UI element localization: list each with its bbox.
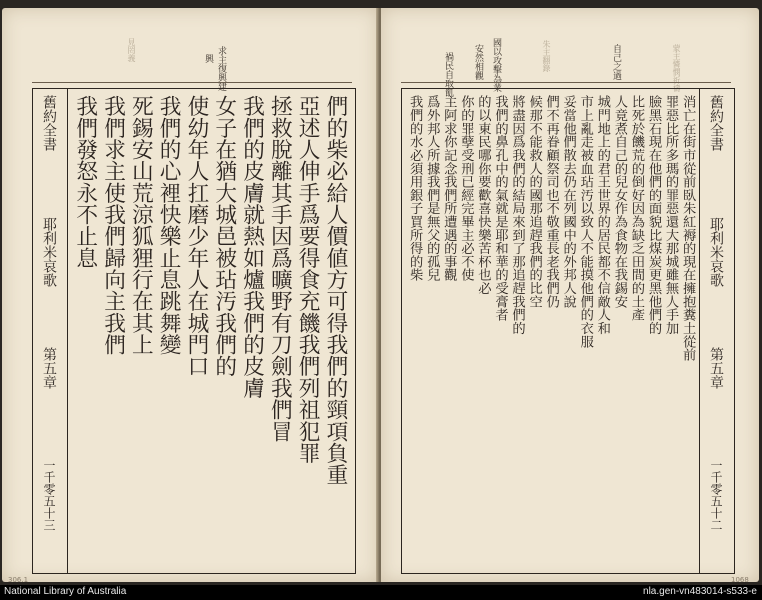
left-page-mark: 306.1	[8, 576, 29, 584]
left-body-column: 亞述人伸手爲要得食充饑我們列祖犯罪	[295, 95, 321, 464]
right-header-note-1: 自己之過	[611, 44, 621, 80]
right-page-mark: 1068	[731, 576, 749, 584]
right-ghost-note-1: 朱主翻錄	[542, 40, 551, 72]
footer-bar	[0, 585, 762, 600]
right-body-column: 消亡在街市從前臥朱紅褥的現在擁抱糞土從前	[680, 95, 696, 362]
left-banner-page: 一千零五十三	[42, 459, 56, 531]
left-header-note-2: 興	[203, 54, 213, 63]
right-text-frame	[401, 88, 735, 574]
right-banner-page: 一千零五十二	[709, 459, 723, 531]
left-page	[2, 8, 378, 582]
footer-library-name: National Library of Australia	[4, 586, 127, 597]
left-body-text	[71, 93, 349, 567]
right-body-column: 的以東民哪你要歡喜快樂苦杯也必	[475, 95, 491, 295]
right-body-column: 城門地上的君王世界的居民都不信敵人和	[594, 95, 610, 335]
right-banner	[699, 89, 734, 573]
left-body-column: 我們的心裡快樂止息跳舞變	[156, 95, 182, 356]
right-banner-book: 舊約全書	[708, 95, 724, 151]
right-body-column: 你的罪孽受刑已經完畢主必不使	[458, 95, 474, 282]
right-page	[381, 8, 759, 582]
right-body-column: 將盡因爲我們的結局來到了那追趕我們的	[509, 95, 525, 335]
right-body-text	[406, 93, 696, 567]
left-body-column: 我們求主使我們歸向主我們	[100, 95, 126, 356]
right-body-column: 們不再眷顧祭司也不敬重長老我們仍	[543, 95, 559, 308]
right-body-column: 候那不能救人的國那追趕我們的比空	[526, 95, 542, 308]
right-body-column: 比死於饑荒的倒好因為缺乏田間的土產	[628, 95, 644, 322]
right-body-column: 我們的水必須用銀子買所得的柴	[407, 95, 423, 282]
right-ghost-note-2: 蒙主憐憫祈禱	[672, 44, 681, 92]
left-body-column: 女子在猶大城邑被玷汚我們的	[211, 95, 237, 377]
left-banner-book: 舊約全書	[41, 95, 57, 151]
right-body-column: 臉黑石現在他們的面貌比煤炭更黑他們的	[646, 95, 661, 335]
right-body-column: 罪惡比所多瑪的罪惡還大那城雖無人手加	[663, 95, 679, 335]
left-header-note-1: 求主復興建	[216, 46, 226, 91]
left-body-column: 我們發怒永不止息	[72, 95, 98, 269]
footer-identifier: nla.gen-vn483014-s533-e	[643, 586, 757, 597]
left-banner-chapter: 第五章	[41, 347, 57, 389]
right-header-note-4: 禍民自取飢	[443, 52, 453, 97]
right-body-column: 人竟煮自己的兒女作為食物在我錫安	[611, 95, 627, 308]
left-banner-chapter-book: 耶利米哀歌	[41, 217, 57, 287]
left-body-column: 拯救脫離其手因爲曠野有刀劍我們冒	[267, 95, 293, 442]
right-body-column: 市上亂走被血玷汚以致人不能摸他們的衣服	[577, 95, 593, 348]
left-body-column: 使幼年人扛磨少年人在城門口	[183, 95, 209, 377]
right-body-column: 妥當他們散去仍在列國中的外邦人說	[560, 95, 576, 308]
right-banner-chapter: 第五章	[708, 347, 724, 389]
left-body-column: 們的柴必給人價値方可得我們的頸項負重	[322, 95, 348, 486]
right-body-column: 我們的鼻孔中的氣就是耶和華的受膏者	[492, 95, 508, 322]
right-body-column: 主阿求你記念我們所遭遇的事觀	[441, 95, 457, 282]
right-banner-chapter-book: 耶利米哀歌	[708, 217, 724, 287]
left-body-column: 我們的皮膚就熱如爐我們的皮膚	[239, 95, 265, 399]
left-banner	[33, 89, 68, 573]
right-header-note-3: 安然相觀	[473, 44, 483, 80]
left-text-frame	[32, 88, 356, 574]
right-body-column: 爲外邦人所據我們是無父的孤兒	[424, 95, 440, 282]
right-header-note-2: 國以攻擊為業	[491, 38, 501, 92]
left-body-column: 死錫安山荒涼狐狸行在其上	[128, 95, 154, 356]
left-ghost-note: 見罔義	[127, 38, 136, 62]
